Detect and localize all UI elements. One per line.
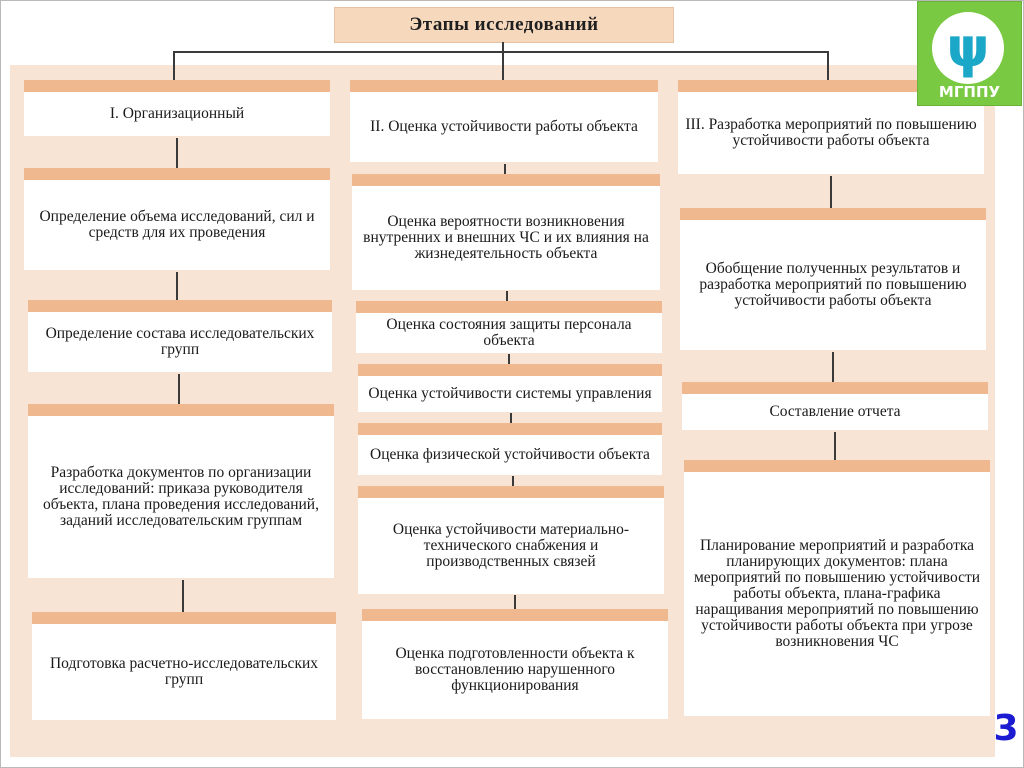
col1-item-4: Подготовка расчетно-исследовательских групп bbox=[32, 624, 336, 720]
col2-connector-1 bbox=[504, 164, 506, 174]
col3-item-1: Обобщение полученных результатов и разработка мероприятий по повышению устойчивости работы объекта bbox=[680, 220, 986, 350]
col1-item-1: Определение объема исследований, сил и средств для их проведения bbox=[24, 180, 330, 270]
col2-item-6: Оценка подготовленности объекта к восстановлению нарушенного функционирования bbox=[362, 621, 668, 719]
col1-header-band bbox=[24, 80, 330, 92]
col1-header: I. Организационный bbox=[24, 92, 330, 136]
title-branch-line bbox=[173, 51, 829, 53]
col3-connector-1 bbox=[830, 176, 832, 208]
col3-item2-band bbox=[682, 382, 988, 394]
col2-connector-5 bbox=[512, 476, 514, 486]
col2-item3-band bbox=[358, 364, 662, 376]
col3-connector-3 bbox=[834, 432, 836, 460]
col2-connector-3 bbox=[508, 354, 510, 364]
col3-item1-band bbox=[680, 208, 986, 220]
branch-line-col3 bbox=[827, 51, 829, 81]
col3-connector-2 bbox=[832, 352, 834, 382]
col1-connector-3 bbox=[178, 374, 180, 404]
col2-connector-2 bbox=[506, 291, 508, 301]
col1-item1-band bbox=[24, 168, 330, 180]
col1-connector-2 bbox=[176, 272, 178, 300]
col2-header: II. Оценка устойчивости работы объекта bbox=[350, 92, 658, 162]
col1-item-3: Разработка документов по организации исследований: приказа руководителя объекта, плана проведения исследований, заданий исследовательским группам bbox=[28, 416, 334, 578]
diagram-title: Этапы исследований bbox=[334, 7, 674, 43]
col2-item-5: Оценка устойчивости материально-технического снабжения и производственных связей bbox=[358, 498, 664, 594]
branch-line-col1 bbox=[173, 51, 175, 81]
col3-item-3: Планирование мероприятий и разработка планирующих документов: плана мероприятий по повышению устойчивости работы объекта, плана-графика наращивания мероприятий по повышению устойчивости работы объекта при угрозе возникновения ЧС bbox=[684, 472, 990, 716]
col1-item2-band bbox=[28, 300, 332, 312]
col2-item-4: Оценка физической устойчивости объекта bbox=[358, 435, 662, 475]
page-number: 3 bbox=[993, 708, 1019, 749]
branch-line-col2 bbox=[502, 51, 504, 81]
col1-connector-1 bbox=[176, 138, 178, 168]
col2-item-1: Оценка вероятности возникновения внутренних и внешних ЧС и их влияния на жизнедеятельность объекта bbox=[352, 186, 660, 290]
col2-item4-band bbox=[358, 423, 662, 435]
col1-item4-band bbox=[32, 612, 336, 624]
col3-item-2: Составление отчета bbox=[682, 394, 988, 430]
col2-item2-band bbox=[356, 301, 662, 313]
col2-item1-band bbox=[352, 174, 660, 186]
col2-connector-6 bbox=[514, 595, 516, 609]
col2-header-band bbox=[350, 80, 658, 92]
col1-item3-band bbox=[28, 404, 334, 416]
col3-header: III. Разработка мероприятий по повышению устойчивости работы объекта bbox=[678, 92, 984, 174]
col2-item5-band bbox=[358, 486, 664, 498]
logo-text: МГППУ bbox=[938, 83, 1001, 101]
col3-item3-band bbox=[684, 460, 990, 472]
col2-item6-band bbox=[362, 609, 668, 621]
col2-item-3: Оценка устойчивости системы управления bbox=[358, 376, 662, 412]
col2-connector-4 bbox=[510, 413, 512, 423]
col1-item-2: Определение состава исследовательских групп bbox=[28, 312, 332, 372]
col2-item-2: Оценка состояния защиты персонала объекта bbox=[356, 313, 662, 353]
psi-icon: ψ bbox=[932, 12, 1004, 84]
mgppu-logo bbox=[917, 1, 1022, 106]
col1-connector-4 bbox=[182, 580, 184, 612]
